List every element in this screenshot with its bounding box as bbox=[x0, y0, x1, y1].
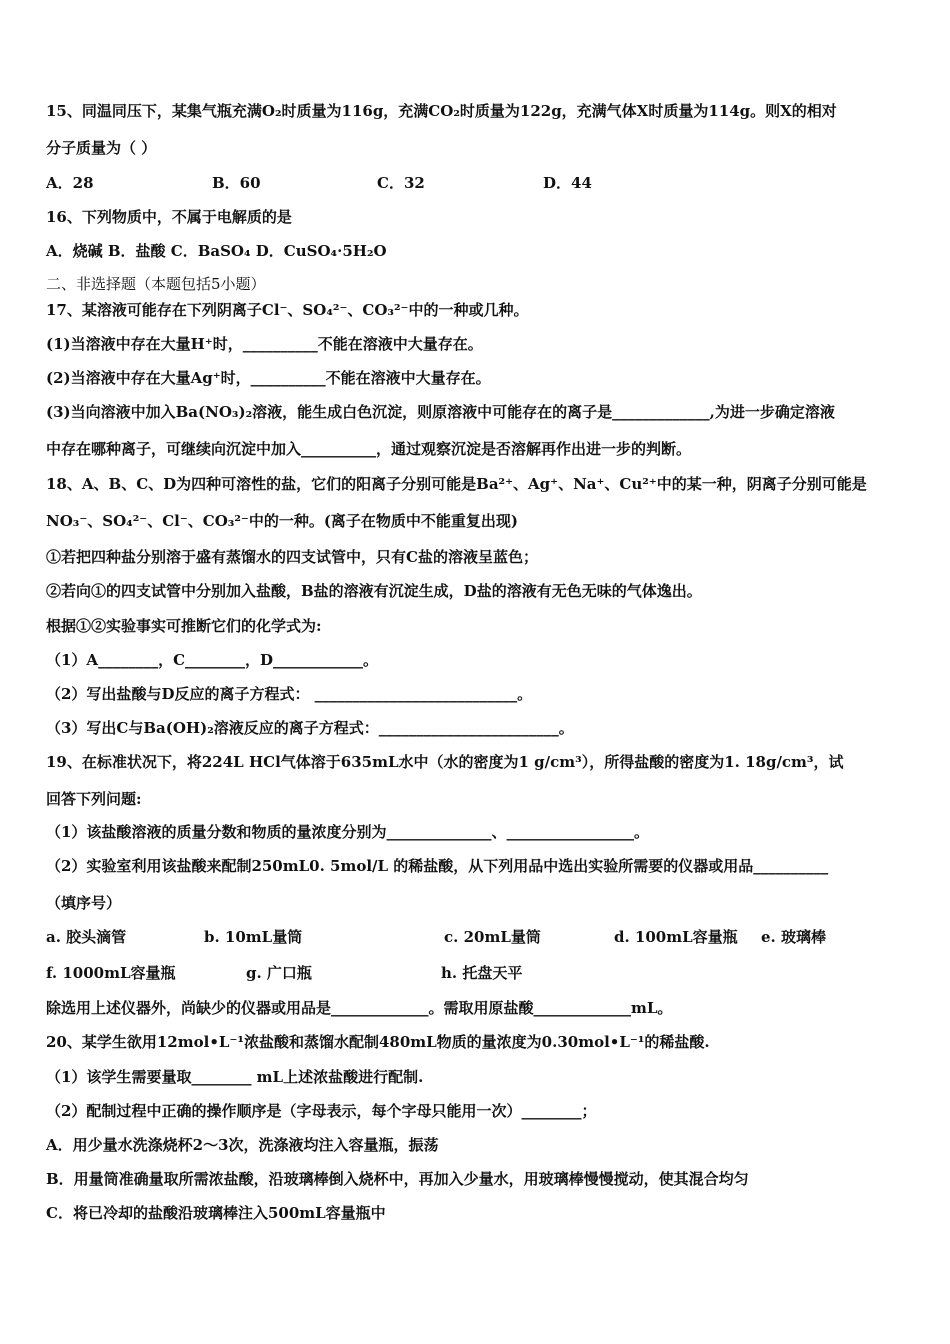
q19-stem-line2: 回答下列问题: bbox=[46, 790, 142, 808]
q18-sub2: （2）写出盐酸与D反应的离子方程式： ___________________________。 bbox=[46, 685, 533, 703]
q20-sub2: （2）配制过程中正确的操作顺序是（字母表示，每个字母只能用一次）________； bbox=[46, 1102, 597, 1120]
q15-stem-line1: 15、同温同压下，某集气瓶充满O₂时质量为116g，充满CO₂时质量为122g，充满气体X时质量为114g。则X的相对 bbox=[46, 102, 837, 120]
q17-stem: 17、某溶液可能存在下列阴离子Cl⁻、SO₄²⁻、CO₃²⁻中的一种或几种。 bbox=[46, 301, 529, 319]
q19-sub1: （1）该盐酸溶液的质量分数和物质的量浓度分别为______________、_________________。 bbox=[46, 823, 649, 841]
q15-option-c: C．32 bbox=[377, 174, 425, 192]
q18-condition1: ①若把四种盐分别溶于盛有蒸馏水的四支试管中，只有C盐的溶液呈蓝色； bbox=[46, 548, 538, 566]
q19-sub2: （2）实验室利用该盐酸来配制250mL0. 5mol/L 的稀盐酸，从下列用品中选出实验所需要的仪器或用品__________ bbox=[46, 857, 829, 875]
q19-item-a: a. 胶头滴管 bbox=[46, 928, 127, 946]
q19-item-g: g. 广口瓶 bbox=[246, 964, 312, 982]
q19-item-b: b. 10mL量筒 bbox=[204, 928, 303, 946]
q17-part1: (1)当溶液中存在大量H⁺时，__________不能在溶液中大量存在。 bbox=[46, 335, 483, 353]
q16-options: A．烧碱 B．盐酸 C．BaSO₄ D．CuSO₄·5H₂O bbox=[46, 242, 387, 260]
q19-item-e: e. 玻璃棒 bbox=[761, 928, 826, 946]
q15-option-a: A．28 bbox=[46, 174, 94, 192]
q18-infer: 根据①②实验事实可推断它们的化学式为: bbox=[46, 617, 322, 635]
q19-item-d: d. 100mL容量瓶 bbox=[614, 928, 738, 946]
q15-stem-line2: 分子质量为（ ） bbox=[46, 139, 157, 157]
q19-item-h: h. 托盘天平 bbox=[441, 964, 523, 982]
q18-sub3: （3）写出C与Ba(OH)₂溶液反应的离子方程式：________________________。 bbox=[46, 719, 574, 737]
q17-part2: (2)当溶液中存在大量Ag⁺时，__________不能在溶液中大量存在。 bbox=[46, 369, 491, 387]
q20-step-b: B．用量筒准确量取所需浓盐酸，沿玻璃棒倒入烧杯中，再加入少量水，用玻璃棒慢慢搅动，使其混合均匀 bbox=[46, 1170, 749, 1188]
section-heading: 二、非选择题（本题包括5小题） bbox=[46, 275, 266, 293]
q18-sub1: （1）A________，C________，D____________。 bbox=[46, 651, 379, 669]
q17-part3-line1: (3)当向溶液中加入Ba(NO₃)₂溶液，能生成白色沉淀，则原溶液中可能存在的离子是_____________,为进一步确定溶液 bbox=[46, 403, 835, 421]
q17-part3-line2: 中存在哪种离子，可继续向沉淀中加入__________，通过观察沉淀是否溶解再作出进一步的判断。 bbox=[46, 440, 692, 458]
q19-sub3: 除选用上述仪器外，尚缺少的仪器或用品是_____________。需取用原盐酸_____________mL。 bbox=[46, 999, 673, 1017]
q18-stem-line2: NO₃⁻、SO₄²⁻、Cl⁻、CO₃²⁻中的一种。(离子在物质中不能重复出现) bbox=[46, 512, 519, 530]
q19-item-c: c. 20mL量筒 bbox=[444, 928, 541, 946]
q20-sub1: （1）该学生需要量取________ mL上述浓盐酸进行配制. bbox=[46, 1068, 424, 1086]
q19-sub2-fill: （填序号） bbox=[46, 894, 122, 912]
q19-item-f: f. 1000mL容量瓶 bbox=[46, 964, 176, 982]
q20-step-c: C．将已冷却的盐酸沿玻璃棒注入500mL容量瓶中 bbox=[46, 1204, 386, 1222]
q18-condition2: ②若向①的四支试管中分别加入盐酸，B盐的溶液有沉淀生成，D盐的溶液有无色无味的气体逸出。 bbox=[46, 582, 702, 600]
q20-step-a: A．用少量水洗涤烧杯2～3次，洗涤液均注入容量瓶，振荡 bbox=[46, 1136, 439, 1154]
q15-option-b: B．60 bbox=[212, 174, 261, 192]
q16-stem: 16、下列物质中，不属于电解质的是 bbox=[46, 208, 292, 226]
q15-option-d: D．44 bbox=[543, 174, 592, 192]
q18-stem-line1: 18、A、B、C、D为四种可溶性的盐，它们的阳离子分别可能是Ba²⁺、Ag⁺、Na⁺、Cu²⁺中的某一种，阴离子分别可能是 bbox=[46, 475, 867, 493]
q19-stem-line1: 19、在标准状况下，将224L HCl气体溶于635mL水中（水的密度为1 g/cm³），所得盐酸的密度为1. 18g/cm³，试 bbox=[46, 753, 844, 771]
q20-stem: 20、某学生欲用12mol•L⁻¹浓盐酸和蒸馏水配制480mL物质的量浓度为0.30mol•L⁻¹的稀盐酸. bbox=[46, 1033, 710, 1051]
